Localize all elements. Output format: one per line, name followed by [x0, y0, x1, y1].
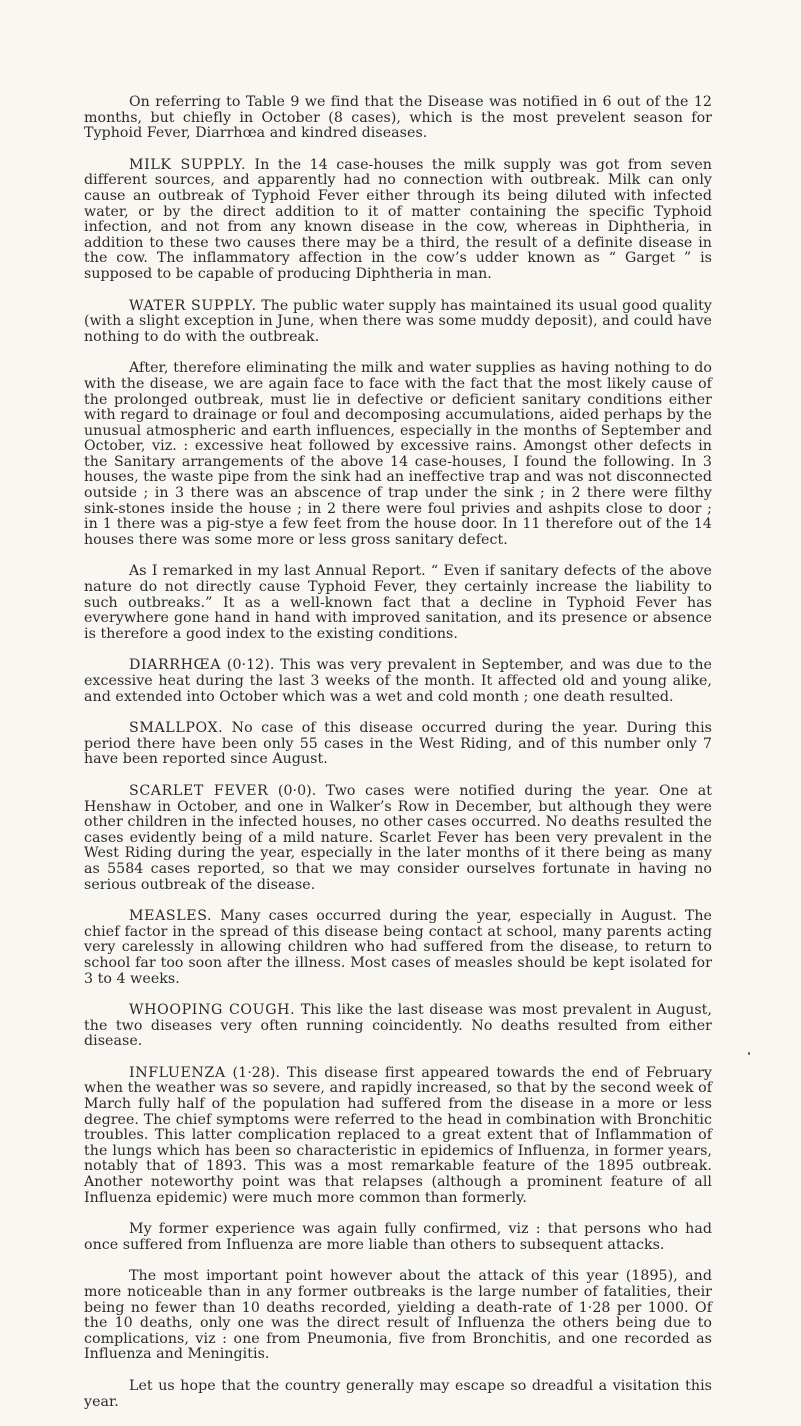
paragraph-text: (1·28). This disease first appeared towards the end of February when the weather was so severe, and rapidly increased, so that by the second week of March fully half of the population had suffered from the disease in a more or less degree. The chief symptoms were referred to the head in combination with Bronchitic troubles. This latter complication replaced to a great extent that of Inflammation of the lungs which has been so characteristic in epidemics of Influenza, in former years, notably that of 1893. This was a most remarkable feature of the 1895 outbreak. Another noteworthy point was that relapses (although a prominent feature of all Influenza epidemic) were much more common than formerly. — [84, 1064, 712, 1206]
paragraph-scarlet-fever — [84, 784, 712, 893]
paragraph-text: As I remarked in my last Annual Report. “ Even if sanitary defects of the above nature do not directly cause Typhoid Fever, they certainly increase the liability to such outbreaks.” It as a well-known fact that a decline in Typhoid Fever has everywhere gone hand in hand with improved sanitation, and its presence or absence is therefore a good index to the existing conditions. — [84, 563, 712, 642]
paragraph-text: Many cases occurred during the year, especially in August. The chief factor in the spread of this disease being contact at school, many parents acting very carelessly in allowing children who had suffered from the disease, to return to school far too soon after the illness. Most cases of measles should be kept isolated for 3 to 4 weeks. — [84, 908, 712, 987]
paragraph-sanitary-defects — [84, 361, 712, 548]
paragraph-measles — [84, 909, 712, 987]
section-heading-scarlet-fever: SCARLET FEVER — [129, 782, 269, 799]
section-heading-water-supply: WATER SUPPLY. — [129, 297, 257, 314]
paragraph-fatalities — [84, 1269, 712, 1363]
paragraph-text: This like the last disease was most prevalent in August, the two diseases very often running coincidently. No deaths resulted from either disease. — [84, 1002, 712, 1050]
paragraph-text: (0·12). This was very prevalent in September, and was due to the excessive heat during the last 3 weeks of the month. It affected old and young alike, and extended into October which was a wet and cold month ; one death resulted. — [84, 657, 712, 705]
paragraph-diarrhoea — [84, 658, 712, 705]
paragraph-whooping-cough — [84, 1003, 712, 1050]
paragraph-smallpox — [84, 721, 712, 768]
paragraph-influenza — [84, 1066, 712, 1206]
paragraph-text: The public water supply has maintained its usual good quality (with a slight exception in June, when there was some muddy deposit), and could have nothing to do with the outbreak. — [84, 297, 712, 345]
paragraph-text: On referring to Table 9 we find that the Disease was notified in 6 out of the 12 months, but chiefly in October (8 cases), which is the most prevelent season for Typhoid Fever, Diarrhœa and kindred diseases. — [84, 94, 712, 142]
paragraph-milk-supply — [84, 158, 712, 283]
paragraph-text: The most important point however about the attack of this year (1895), and more noticeable than in any former outbreaks is the large number of fatalities, their being no fewer than 10 deaths recorded, yielding a death-rate of 1·28 per 1000. Of the 10 deaths, only one was the direct result of Influenza the others being due to complications, viz : one from Pneumonia, five from Bronchitis, and one recorded as Influenza and Meningitis. — [84, 1268, 712, 1363]
report-text-body — [84, 95, 712, 1426]
section-heading-whooping-cough: WHOOPING COUGH. — [129, 1002, 296, 1019]
print-speck — [748, 1052, 750, 1055]
paragraph-water-supply — [84, 299, 712, 346]
paragraph-former-experience — [84, 1222, 712, 1253]
section-heading-milk-supply: MILK SUPPLY. — [129, 156, 247, 173]
section-heading-smallpox: SMALLPOX. — [129, 720, 224, 737]
paragraph-text: Let us hope that the country generally may escape so dreadful a visitation this year. — [84, 1377, 712, 1410]
paragraph-text: No case of this disease occurred during the year. During this period there have been only 55 cases in the West Riding, and of this number only 7 have been reported since August. — [84, 720, 712, 768]
section-heading-diarrhoea: DIARRHŒA — [129, 657, 222, 674]
paragraph-text: After, therefore eliminating the milk and water supplies as having nothing to do with the disease, we are again face to face with the fact that the most likely cause of the prolonged outbreak, must lie in defective or deficient sanitary conditions either with regard to drainage or foul and decomposing accumulations, aided perhaps by the unusual atmospheric and earth influences, especially in the months of September and October, viz. : excessive heat followed by excessive rains. Amongst other defects in the Sanitary arrangements of the above 14 case-houses, I found the following. In 3 houses, the waste pipe from the sink had an ineffective trap and was not disconnected outside ; in 3 there was an abscence of trap under the sink ; in 2 there were filthy sink-stones inside the house ; in 2 there were foul privies and ashpits close to door ; in 1 there was a pig-stye a few feet from the house door. In 11 therefore out of the 14 houses there was some more or less gross sanitary defect. — [84, 360, 712, 548]
section-heading-influenza: INFLUENZA — [129, 1064, 226, 1081]
paragraph-text: (0·0). Two cases were notified during the year. One at Henshaw in October, and one in Walker’s Row in December, but although they were other children in the infected houses, no other cases occurred. No deaths resulted the cases evidently being of a mild nature. Scarlet Fever has been very prevalent in the West Riding during the year, especially in the later months of it there being as many as 5584 cases reported, so that we may consider ourselves fortunate in having no serious outbreak of the disease. — [84, 782, 712, 893]
paragraph-text: In the 14 case-houses the milk supply was got from seven different sources, and apparently had no connection with outbreak. Milk can only cause an outbreak of Typhoid Fever either through its being diluted with infected water, or by the direct addition to it of matter containing the specific Typhoid infection, and not from any known disease in the cow, whereas in Diphtheria, in addition to these two causes there may be a third, the result of a definite disease in the cow. The inflammatory affection in the cow’s udder known as “ Garget ” is supposed to be capable of producing Diphtheria in man. — [84, 156, 712, 282]
paragraph-text: My former experience was again fully confirmed, viz : that persons who had once suffered from Influenza are more liable than others to subsequent attacks. — [84, 1221, 712, 1253]
paragraph-typhoid-notification — [84, 95, 712, 142]
paragraph-annual-report-remark — [84, 564, 712, 642]
section-heading-measles: MEASLES. — [129, 908, 213, 925]
paragraph-closing-hope — [84, 1379, 712, 1410]
